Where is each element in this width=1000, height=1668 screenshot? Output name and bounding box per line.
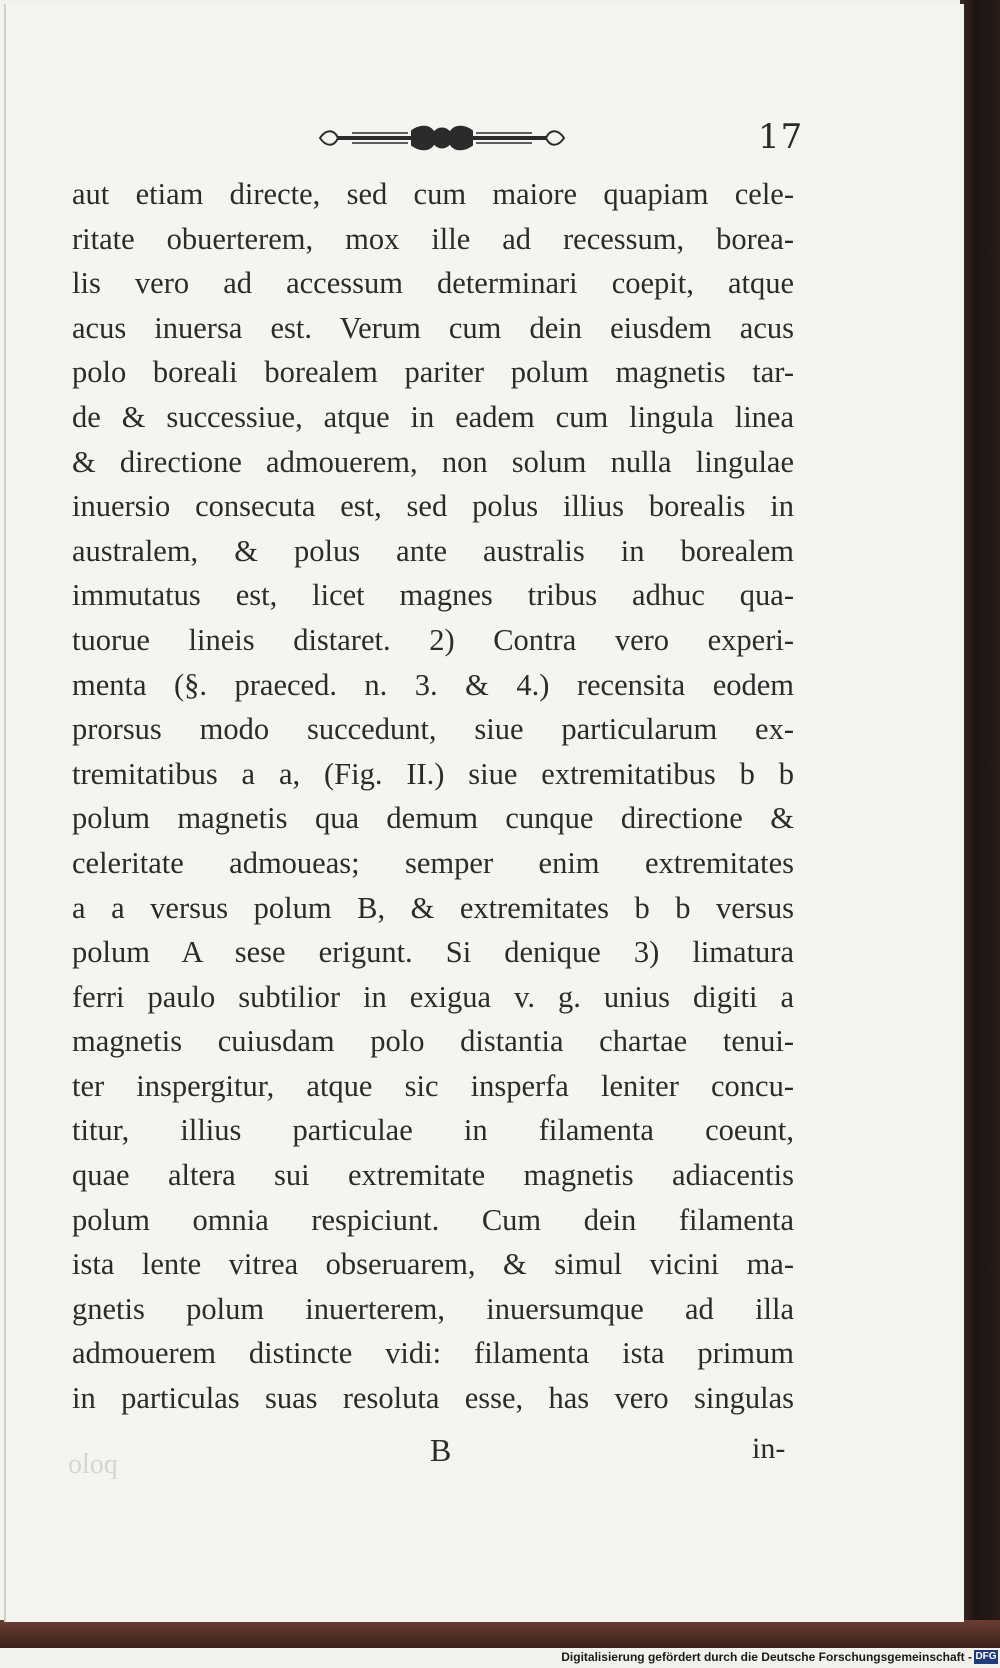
text-line: acus inuersa est. Verum cum dein eiusdem acus: [72, 310, 794, 345]
book-binding-edge: [960, 0, 1000, 1645]
text-line: immutatus est, licet magnes tribus adhuc qua-: [72, 578, 794, 613]
text-line: polum A sese erigunt. Si denique 3) limatura: [72, 935, 794, 970]
credit-text: Digitalisierung gefördert durch die Deutsche Forschungsgemeinschaft -: [561, 1650, 972, 1664]
text-line: ritate obuerterem, mox ille ad recessum, borea-: [72, 221, 794, 256]
page-number: 17: [758, 117, 804, 157]
digitization-credit-bar: [0, 1648, 1000, 1668]
text-line: a a versus polum B, & extremitates b b versus: [72, 890, 794, 925]
page-header: [6, 109, 964, 169]
text-line: polo boreali borealem pariter polum magnetis tar-: [72, 355, 794, 390]
text-line: menta (§. praeced. n. 3. & 4.) recensita eodem: [72, 667, 794, 702]
signature-mark: B: [430, 1432, 452, 1468]
text-line: gnetis polum inuerterem, inuersumque ad illa: [72, 1291, 794, 1326]
text-line: ferri paulo subtilior in exigua v. g. unius digiti a: [72, 979, 794, 1014]
text-line: celeritate admoueas; semper enim extremitates: [72, 845, 794, 880]
book-bottom-edge: [0, 1620, 1000, 1648]
text-line: de & successiue, atque in eadem cum lingula linea: [72, 399, 794, 434]
text-line: tremitatibus a a, (Fig. II.) siue extremitatibus b b: [72, 756, 794, 791]
catchword: in-: [752, 1432, 786, 1465]
printers-ornament-icon: [312, 123, 572, 153]
text-line: tuorue lineis distaret. 2) Contra vero experi-: [72, 622, 794, 657]
bleed-through-text: polo: [68, 1449, 118, 1480]
text-line: prorsus modo succedunt, siue particularum ex-: [72, 712, 794, 747]
text-line: & directione admouerem, non solum nulla lingulae: [72, 444, 794, 479]
text-line: ter inspergitur, atque sic insperfa leniter concu-: [72, 1068, 794, 1103]
text-line: ista lente vitrea obseruarem, & simul vicini ma-: [72, 1247, 794, 1282]
text-line: magnetis cuiusdam polo distantia chartae tenui-: [72, 1024, 794, 1059]
text-line: lis vero ad accessum determinari coepit, atque: [72, 266, 794, 301]
dfg-logo: DFG: [975, 1651, 997, 1662]
text-line: australem, & polus ante australis in borealem: [72, 533, 794, 568]
book-page: [4, 4, 964, 1622]
text-line: polum magnetis qua demum cunque directione &: [72, 801, 794, 836]
text-line: in particulas suas resoluta esse, has vero singulas: [72, 1381, 794, 1416]
text-line: polum omnia respiciunt. Cum dein filamenta: [72, 1202, 794, 1237]
text-line: quae altera sui extremitate magnetis adiacentis: [72, 1158, 794, 1193]
text-line: admouerem distincte vidi: filamenta ista primum: [72, 1336, 794, 1371]
text-line: aut etiam directe, sed cum maiore quapiam cele-: [72, 177, 794, 211]
text-line: titur, illius particulae in filamenta coeunt,: [72, 1113, 794, 1148]
body-text: [72, 172, 794, 1421]
page-footer: [6, 1432, 964, 1492]
text-line: inuersio consecuta est, sed polus illius borealis in: [72, 489, 794, 524]
